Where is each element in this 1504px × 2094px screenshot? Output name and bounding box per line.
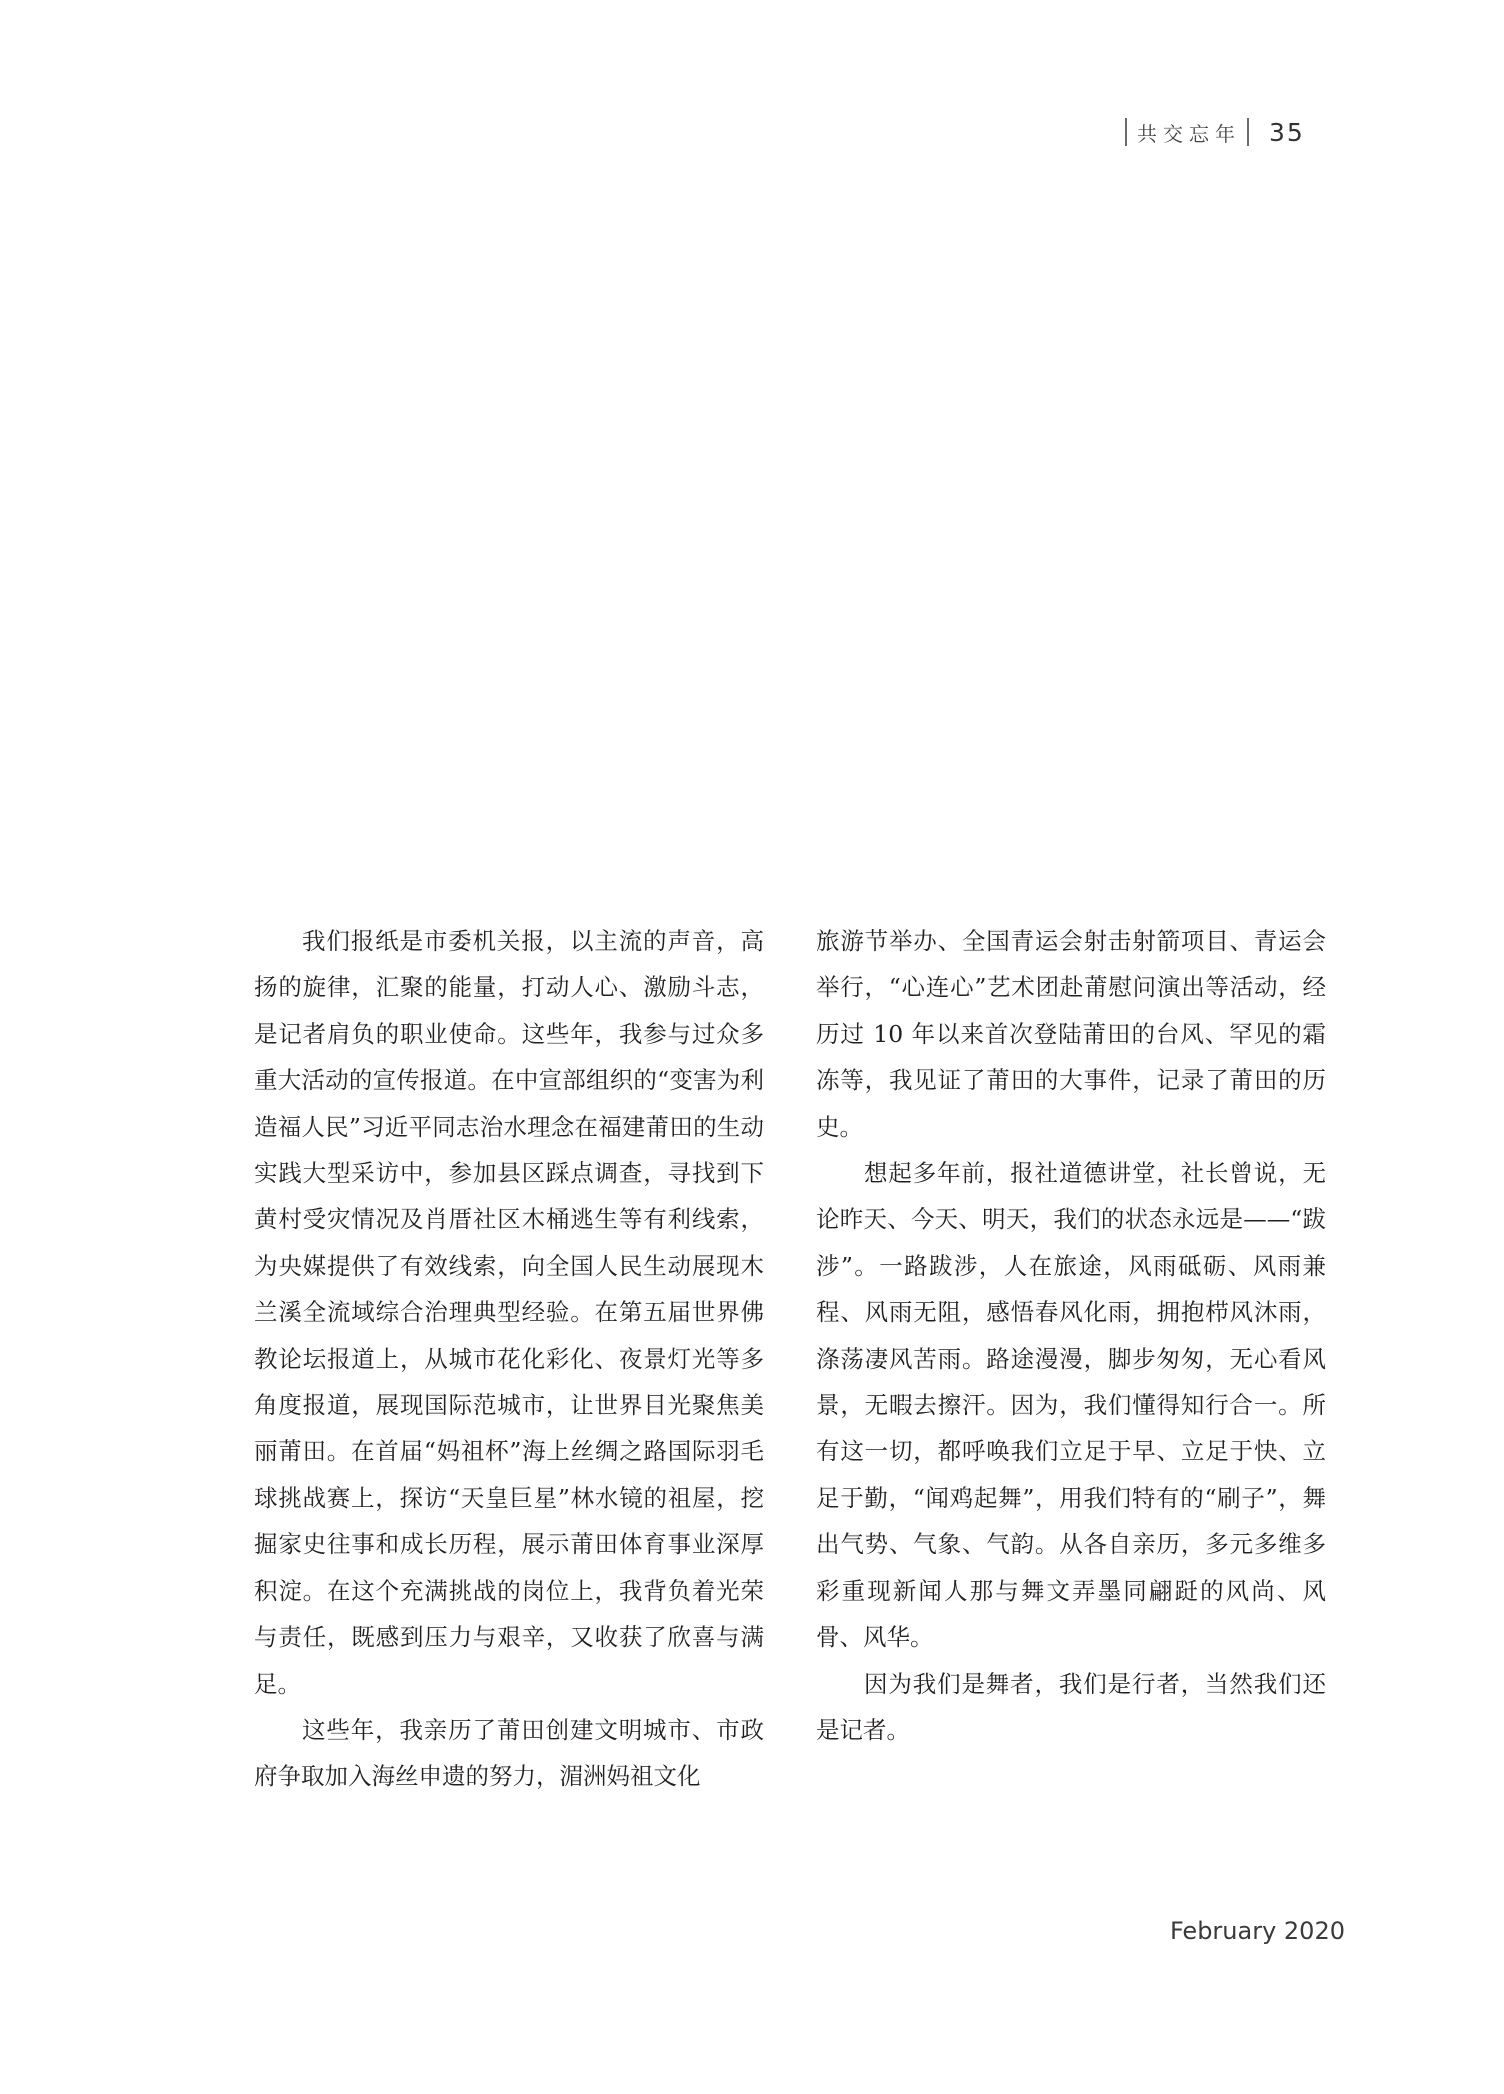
paragraph-continued: 旅游节举办、全国青运会射击射箭项目、青运会举行，“心连心”艺术团赴莆慰问演出等活动，经历过 10 年以来首次登陆莆田的台风、罕见的霜冻等，我见证了莆田的大事件，记录了莆田的历史。 bbox=[816, 927, 1326, 1141]
paragraph: 想起多年前，报社道德讲堂，社长曾说，无论昨天、今天、明天，我们的状态永远是——“跋涉”。一路跋涉，人在旅途，风雨砥砺、风雨兼程、风雨无阻，感悟春风化雨，拥抱栉风沐雨，涤荡凄风苦雨。路途漫漫，脚步匆匆，无心看风景，无暇去擦汗。因为，我们懂得知行合一。所有这一切，都呼唤我们立足于早、立足于快、立足于勤，“闻鸡起舞”，用我们特有的“刷子”，舞出气势、气象、气韵。从各自亲历，多元多维多彩重现新闻人那与舞文弄墨同翩跹的风尚、风骨、风华。 bbox=[816, 1159, 1326, 1652]
running-header bbox=[1125, 112, 1335, 152]
left-text-column bbox=[254, 918, 764, 1800]
paragraph: 这些年，我亲历了莆田创建文明城市、市政府争取加入海丝申遗的努力，湄洲妈祖文化 bbox=[254, 1715, 764, 1791]
right-text-column bbox=[816, 918, 1326, 1753]
header-divider-right bbox=[1247, 118, 1249, 146]
paragraph: 我们报纸是市委机关报，以主流的声音，高扬的旋律，汇聚的能量，打动人心、激励斗志，是记者肩负的职业使命。这些年，我参与过众多重大活动的宣传报道。在中宣部组织的“变害为利 造福人民”习近平同志治水理念在福建莆田的生动实践大型采访中，参加县区踩点调查，寻找到下黄村受灾情况及肖厝社区木桶逃生等有利线索，为央媒提供了有效线索，向全国人民生动展现木兰溪全流域综合治理典型经验。在第五届世界佛教论坛报道上，从城市花化彩化、夜景灯光等多角度报道，展现国际范城市，让世界目光聚焦美丽莆田。在首届“妈祖杯”海上丝绸之路国际羽毛球挑战赛上，探访“天皇巨星”林水镜的祖屋，挖掘家史往事和成长历程，展示莆田体育事业深厚积淀。在这个充满挑战的岗位上，我背负着光荣与责任，既感到压力与艰辛，又收获了欣喜与满足。 bbox=[254, 927, 764, 1698]
section-title: 共交忘年 bbox=[1137, 121, 1241, 146]
paragraph: 因为我们是舞者，我们是行者，当然我们还是记者。 bbox=[816, 1669, 1326, 1744]
page-number: 35 bbox=[1269, 117, 1305, 147]
header-divider-left bbox=[1125, 118, 1127, 146]
issue-date-footer: February 2020 bbox=[1169, 1917, 1345, 1945]
